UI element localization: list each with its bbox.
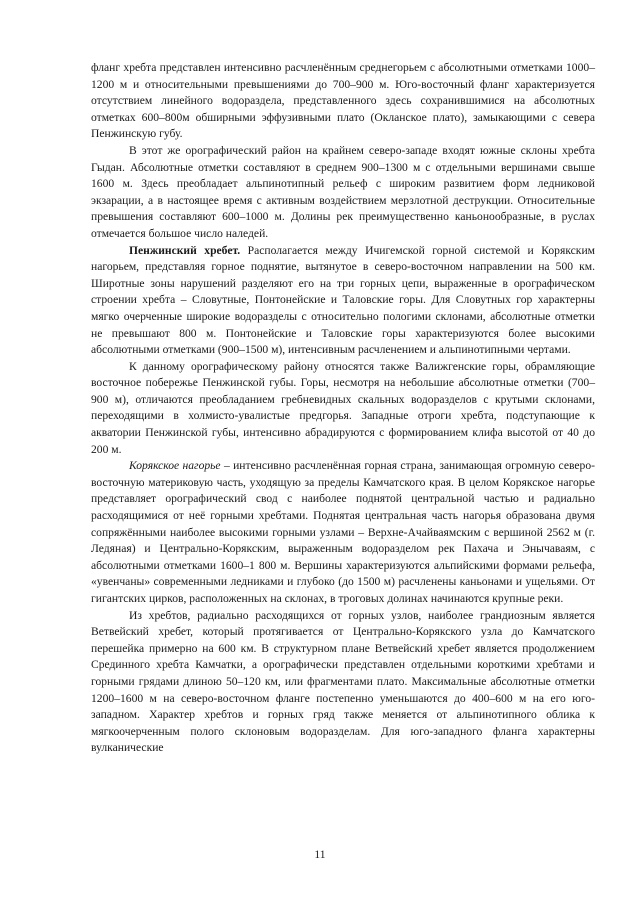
paragraph-5-text: – интенсивно расчленённая горная страна, занимающая огромную северо-восточную материковую часть, уходящую за пределы Камчатского края. В целом Корякское нагорье представляет орографический свод с наиболее поднятой центральной частью и радиально расходящимися от неё горными хребтами. Поднятая центральная часть нагорья образована двумя сопряжёнными наиболее высокими горными узлами – Верхне-Ачайваямским с вершиной 2562 м (г. Ледяная) и Центрально-Корякским, выраженным водоразделом рек Пахача и Энычаваям, с абсолютными отметками 1600–1 800 м. Вершины характеризуются альпийскими формами рельефа, «увенчаны» современными ледниками и глубоко (до 1500 м) расчленены каньонами и ущельями. От гигантских цирков, расположенных на склонах, в троговых долинах начинаются крупные реки.	[91, 459, 595, 605]
paragraph-2	[91, 143, 595, 243]
paragraph-6	[91, 608, 595, 757]
paragraph-3	[91, 243, 595, 359]
paragraph-2-text: В этот же орографический район на крайнем северо-западе входят южные склоны хребта Гыдан. Абсолютные отметки составляют в среднем 900–1300 м с отдельными вершинами свыше 1600 м. Здесь преобладает альпинотипный рельеф с широким развитием форм ледниковой экзарации, а в настоящее время с активным воздействием мерзлотной деструкции. Относительные превышения составляют 600–1000 м. Долины рек преимущественно каньонообразные, в руслах отмечается большое число наледей.	[91, 143, 595, 240]
paragraph-1-text: фланг хребта представлен интенсивно расчленённым среднегорьем с абсолютными отметками 1000–1200 м и относительными превышениями до 700–900 м. Юго-восточный фланг характеризуется отсутствием линейного водораздела, представленного здесь сохранившимися на абсолютных отметках 600–800м обширными эффузивными плато (Окланское плато), замыкающими с севера Пенжинскую губу.	[91, 61, 595, 141]
paragraph-4	[91, 359, 595, 459]
paragraph-5	[91, 458, 595, 607]
paragraph-3-text: Располагается между Ичигемской горной системой и Корякским нагорьем, представляя горное поднятие, вытянутое в северо-восточном направлении на 500 км. Широтные зоны нарушений разделяют его на три горных цепи, выраженные в орографическом строении хребта – Словутные, Понтонейские и Таловские горы. Для Словутных гор характерны мягко очерченные широкие водоразделы с относительно пологими склонами, абсолютные отметки не превышают 800 м. Понтонейские и Таловские горы характеризуются более высокими абсолютными отметками (900–1500 м), интенсивным расчленением и альпинотипными чертами.	[91, 243, 595, 357]
paragraph-4-text: К данному орографическому району относятся также Валижгенские горы, обрамляющие восточное побережье Пенжинской губы. Горы, несмотря на небольшие абсолютные отметки (700–900 м), отличаются преобладанием гребневидных скальных водоразделов с крутыми склонами, переходящими в холмисто-увалистые предгорья. Западные отроги хребта, подступающие к акватории Пенжинской губы, интенсивно абрадируются с формированием клифа высотой от 40 до 200 м.	[91, 359, 595, 456]
section-heading-koryak-highlands: Корякское нагорье	[129, 459, 221, 473]
section-heading-penzhinsky-ridge: Пенжинский хребет.	[129, 243, 241, 257]
paragraph-6-text: Из хребтов, радиально расходящихся от горных узлов, наиболее грандиозным является Ветвейский хребет, который протягивается от Центрально-Корякского узла до Камчатского перешейка примерно на 600 км. В структурном плане Ветвейский хребет является продолжением Срединного хребта Камчатки, а орографически представлен отдельными короткими хребтами и горными грядами длиною 50–120 км, или фрагментами плато. Максимальные абсолютные отметки 1200–1600 м на северо-восточном фланге постепенно уменьшаются до 400–600 м на его юго-западном. Характер хребтов и горных гряд также меняется от альпинотипного облика к мягкоочерченным полого склоновым водоразделам. Для юго-западного фланга характерны вулканические	[91, 608, 595, 755]
document-page	[91, 60, 595, 757]
page-number: 11	[314, 848, 326, 861]
paragraph-1	[91, 60, 595, 143]
